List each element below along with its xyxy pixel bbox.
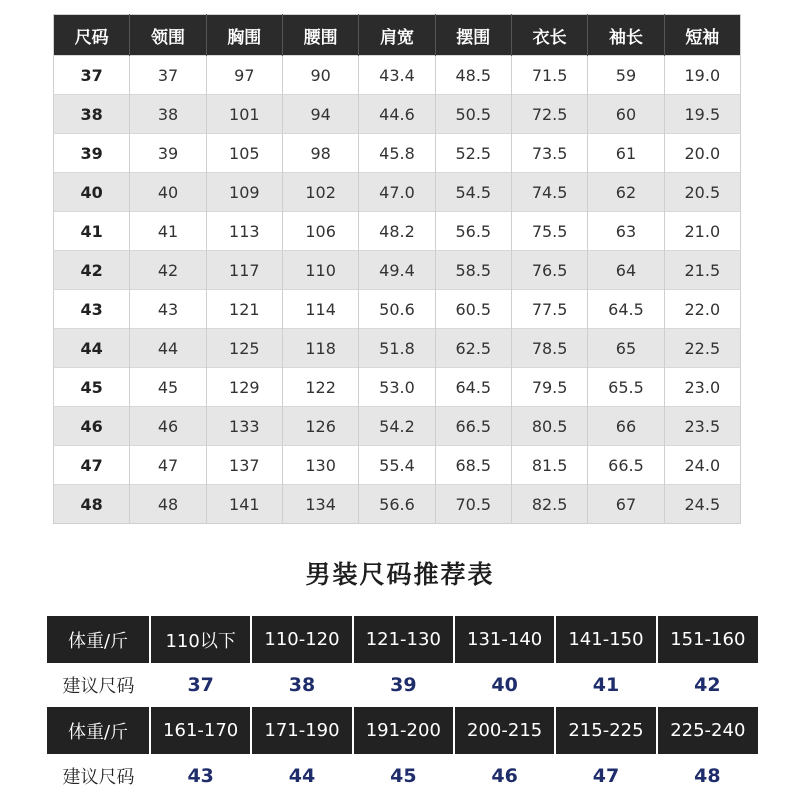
measurement-cell: 72.5	[511, 95, 587, 134]
measurement-cell: 79.5	[511, 368, 587, 407]
measurement-cell: 70.5	[435, 485, 511, 524]
size-chart-column-header: 腰围	[282, 15, 358, 56]
measurement-cell: 48.5	[435, 56, 511, 95]
measurement-cell: 113	[206, 212, 282, 251]
measurement-cell: 67	[588, 485, 664, 524]
table-row	[54, 95, 741, 134]
weight-row-label: 体重/斤	[47, 707, 150, 754]
measurement-cell: 62.5	[435, 329, 511, 368]
measurement-cell: 38	[130, 95, 206, 134]
measurement-cell: 22.5	[664, 329, 740, 368]
measurement-cell: 98	[282, 134, 358, 173]
recommended-size-cell: 41	[555, 663, 656, 706]
size-label-cell: 38	[54, 95, 130, 134]
measurement-cell: 137	[206, 446, 282, 485]
weight-range-cell: 200-215	[454, 707, 555, 754]
measurement-cell: 56.5	[435, 212, 511, 251]
measurement-cell: 47.0	[359, 173, 435, 212]
measurement-cell: 45.8	[359, 134, 435, 173]
weight-range-cell: 110-120	[251, 616, 352, 663]
measurement-cell: 94	[282, 95, 358, 134]
table-row	[54, 446, 741, 485]
measurement-cell: 77.5	[511, 290, 587, 329]
size-label-cell: 46	[54, 407, 130, 446]
recommended-size-cell: 43	[150, 754, 251, 797]
measurement-cell: 39	[130, 134, 206, 173]
measurement-cell: 71.5	[511, 56, 587, 95]
recommendation-title: 男装尺码推荐表	[305, 560, 495, 589]
measurement-cell: 24.5	[664, 485, 740, 524]
measurement-cell: 126	[282, 407, 358, 446]
table-row	[54, 329, 741, 368]
measurement-cell: 37	[130, 56, 206, 95]
measurement-cell: 133	[206, 407, 282, 446]
measurement-cell: 47	[130, 446, 206, 485]
measurement-cell: 66	[588, 407, 664, 446]
measurement-cell: 19.0	[664, 56, 740, 95]
measurement-cell: 58.5	[435, 251, 511, 290]
measurement-cell: 66.5	[588, 446, 664, 485]
measurement-cell: 73.5	[511, 134, 587, 173]
measurement-cell: 66.5	[435, 407, 511, 446]
measurement-cell: 44.6	[359, 95, 435, 134]
table-row	[54, 368, 741, 407]
measurement-cell: 56.6	[359, 485, 435, 524]
measurement-cell: 23.5	[664, 407, 740, 446]
size-chart-column-header: 肩宽	[359, 15, 435, 56]
measurement-cell: 64.5	[435, 368, 511, 407]
size-chart-table	[53, 14, 741, 524]
measurement-cell: 75.5	[511, 212, 587, 251]
weight-range-cell: 191-200	[353, 707, 454, 754]
table-row	[54, 134, 741, 173]
measurement-cell: 21.0	[664, 212, 740, 251]
size-label-cell: 39	[54, 134, 130, 173]
measurement-cell: 55.4	[359, 446, 435, 485]
measurement-cell: 20.0	[664, 134, 740, 173]
table-row	[54, 485, 741, 524]
measurement-cell: 43.4	[359, 56, 435, 95]
recommended-size-cell: 42	[657, 663, 758, 706]
measurement-cell: 106	[282, 212, 358, 251]
measurement-cell: 41	[130, 212, 206, 251]
measurement-cell: 68.5	[435, 446, 511, 485]
measurement-cell: 125	[206, 329, 282, 368]
measurement-cell: 117	[206, 251, 282, 290]
recommended-size-cell: 40	[454, 663, 555, 706]
measurement-cell: 60.5	[435, 290, 511, 329]
measurement-cell: 76.5	[511, 251, 587, 290]
measurement-cell: 60	[588, 95, 664, 134]
measurement-cell: 44	[130, 329, 206, 368]
measurement-cell: 54.5	[435, 173, 511, 212]
size-chart-header	[54, 15, 741, 56]
recommended-size-row	[47, 754, 758, 797]
weight-range-cell: 131-140	[454, 616, 555, 663]
measurement-cell: 81.5	[511, 446, 587, 485]
size-label-cell: 47	[54, 446, 130, 485]
recommended-size-cell: 48	[657, 754, 758, 797]
size-row-label: 建议尺码	[47, 754, 150, 797]
measurement-cell: 19.5	[664, 95, 740, 134]
size-chart-column-header: 领围	[130, 15, 206, 56]
measurement-cell: 42	[130, 251, 206, 290]
measurement-cell: 64.5	[588, 290, 664, 329]
measurement-cell: 78.5	[511, 329, 587, 368]
weight-range-cell: 171-190	[251, 707, 352, 754]
size-chart-column-header: 尺码	[54, 15, 130, 56]
measurement-cell: 141	[206, 485, 282, 524]
measurement-cell: 121	[206, 290, 282, 329]
measurement-cell: 49.4	[359, 251, 435, 290]
weight-range-cell: 161-170	[150, 707, 251, 754]
measurement-cell: 105	[206, 134, 282, 173]
measurement-cell: 114	[282, 290, 358, 329]
measurement-cell: 48.2	[359, 212, 435, 251]
measurement-cell: 21.5	[664, 251, 740, 290]
size-label-cell: 45	[54, 368, 130, 407]
size-chart-column-header: 袖长	[588, 15, 664, 56]
measurement-cell: 122	[282, 368, 358, 407]
measurement-cell: 53.0	[359, 368, 435, 407]
measurement-cell: 129	[206, 368, 282, 407]
weight-range-cell: 215-225	[555, 707, 656, 754]
size-chart-body	[54, 56, 741, 524]
measurement-cell: 61	[588, 134, 664, 173]
measurement-cell: 90	[282, 56, 358, 95]
measurement-cell: 59	[588, 56, 664, 95]
measurement-cell: 40	[130, 173, 206, 212]
table-row	[54, 290, 741, 329]
measurement-cell: 102	[282, 173, 358, 212]
measurement-cell: 54.2	[359, 407, 435, 446]
size-label-cell: 48	[54, 485, 130, 524]
recommended-size-cell: 38	[251, 663, 352, 706]
table-row	[54, 56, 741, 95]
recommended-size-cell: 44	[251, 754, 352, 797]
weight-range-cell: 225-240	[657, 707, 758, 754]
table-row	[54, 173, 741, 212]
weight-range-cell: 121-130	[353, 616, 454, 663]
recommended-size-cell: 37	[150, 663, 251, 706]
measurement-cell: 130	[282, 446, 358, 485]
size-label-cell: 42	[54, 251, 130, 290]
measurement-cell: 45	[130, 368, 206, 407]
measurement-cell: 20.5	[664, 173, 740, 212]
measurement-cell: 43	[130, 290, 206, 329]
measurement-cell: 64	[588, 251, 664, 290]
measurement-cell: 65	[588, 329, 664, 368]
measurement-cell: 118	[282, 329, 358, 368]
measurement-cell: 110	[282, 251, 358, 290]
size-chart-header-row	[54, 15, 741, 56]
measurement-cell: 48	[130, 485, 206, 524]
table-row	[54, 212, 741, 251]
measurement-cell: 65.5	[588, 368, 664, 407]
measurement-cell: 24.0	[664, 446, 740, 485]
size-chart-column-header: 摆围	[435, 15, 511, 56]
weight-row	[47, 707, 758, 754]
recommended-size-cell: 46	[454, 754, 555, 797]
measurement-cell: 134	[282, 485, 358, 524]
recommendation-table	[47, 616, 758, 797]
measurement-cell: 63	[588, 212, 664, 251]
measurement-cell: 52.5	[435, 134, 511, 173]
weight-range-cell: 151-160	[657, 616, 758, 663]
recommended-size-cell: 39	[353, 663, 454, 706]
measurement-cell: 23.0	[664, 368, 740, 407]
recommended-size-cell: 45	[353, 754, 454, 797]
weight-range-cell: 110以下	[150, 616, 251, 663]
weight-row-label: 体重/斤	[47, 616, 150, 663]
measurement-cell: 22.0	[664, 290, 740, 329]
size-label-cell: 41	[54, 212, 130, 251]
table-row	[54, 251, 741, 290]
weight-row	[47, 616, 758, 663]
measurement-cell: 50.6	[359, 290, 435, 329]
measurement-cell: 51.8	[359, 329, 435, 368]
size-chart-column-header: 短袖	[664, 15, 740, 56]
size-label-cell: 43	[54, 290, 130, 329]
measurement-cell: 50.5	[435, 95, 511, 134]
measurement-cell: 101	[206, 95, 282, 134]
measurement-cell: 82.5	[511, 485, 587, 524]
size-chart-column-header: 衣长	[511, 15, 587, 56]
measurement-cell: 46	[130, 407, 206, 446]
size-label-cell: 44	[54, 329, 130, 368]
measurement-cell: 74.5	[511, 173, 587, 212]
recommended-size-cell: 47	[555, 754, 656, 797]
size-label-cell: 37	[54, 56, 130, 95]
size-chart-column-header: 胸围	[206, 15, 282, 56]
recommended-size-row	[47, 663, 758, 706]
size-label-cell: 40	[54, 173, 130, 212]
measurement-cell: 80.5	[511, 407, 587, 446]
recommendation-body	[47, 616, 758, 797]
table-row	[54, 407, 741, 446]
measurement-cell: 62	[588, 173, 664, 212]
weight-range-cell: 141-150	[555, 616, 656, 663]
measurement-cell: 109	[206, 173, 282, 212]
measurement-cell: 97	[206, 56, 282, 95]
size-row-label: 建议尺码	[47, 663, 150, 706]
